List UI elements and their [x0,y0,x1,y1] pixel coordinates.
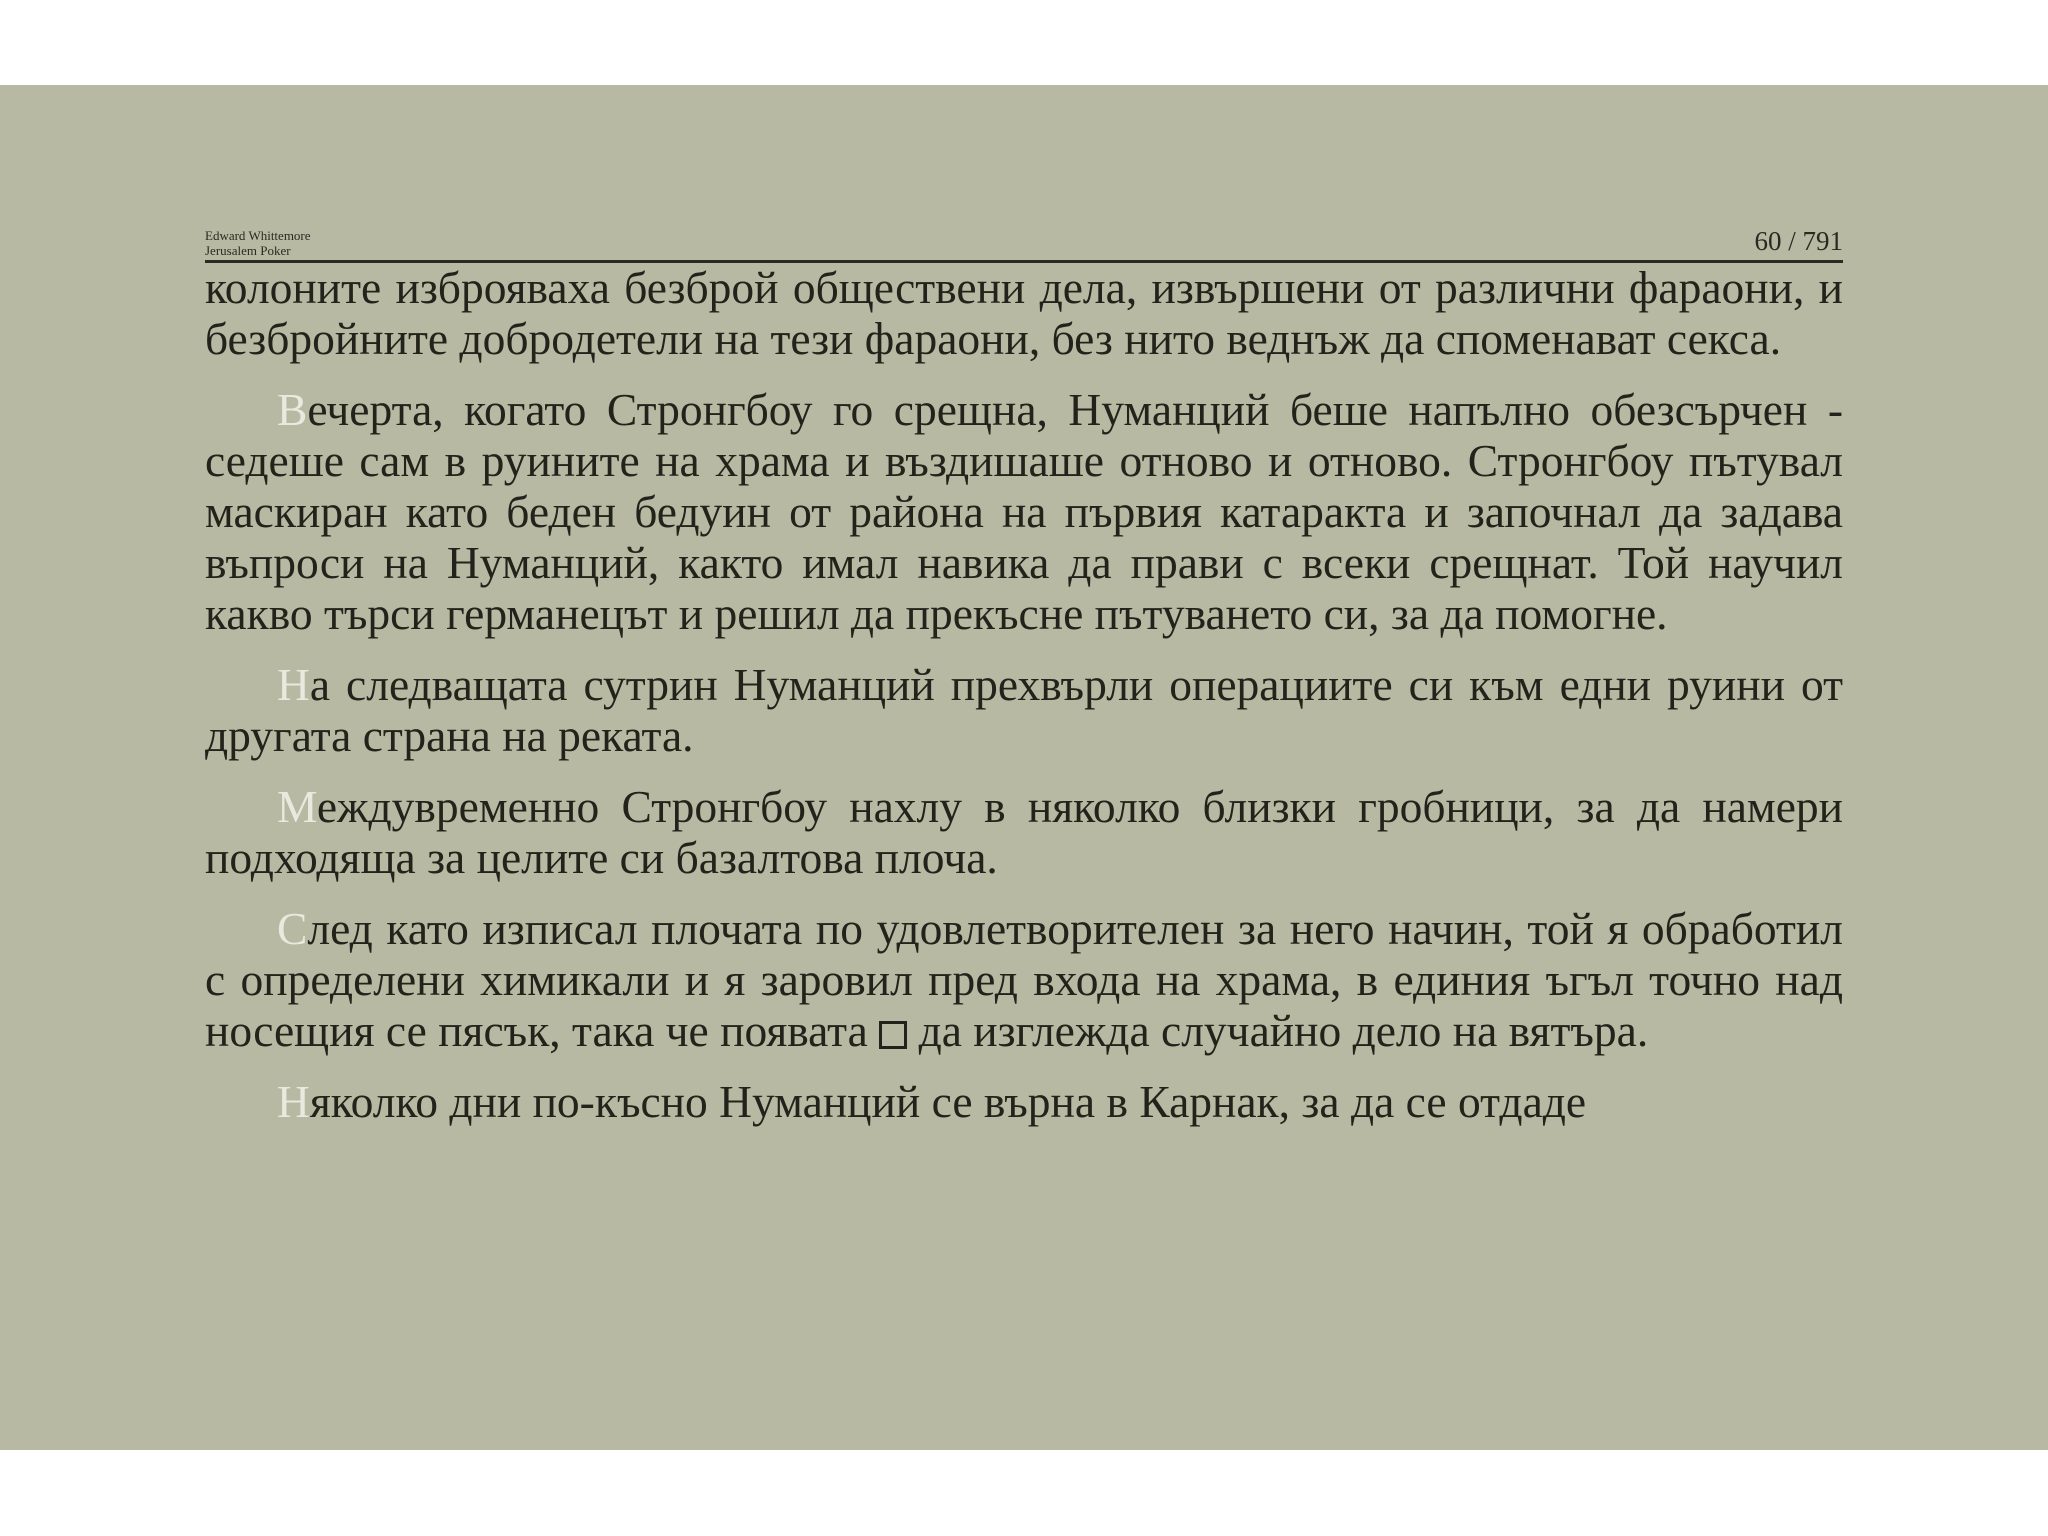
paragraph-text: ечерта, когато Стронгбоу го срещна, Нуманций беше напълно обезсърчен - седеше сам в руините на храма и въздишаше отново и отново. Стронгбоу пътувал маскиран като беден бедуин от района на първия катаракта и започнал да задава въпроси на Нуманций, както имал навика да прави с всеки срещнат. Той научил какво търси германецът и решил да прекъсне пътуването си, за да помогне. [205,384,1843,639]
book-text [205,262,1843,1147]
paragraph-text: лед като изписал плочата по удовлетворителен за него начин, той я обработил с определени химикали и я заровил пред входа на храма, в единия ъгъл точно над носещия се пясък, така че появата [205,903,1843,1056]
paragraph-text: еждувременно Стронгбоу нахлу в няколко близки гробници, за да намери подходяща за целите си базалтова плоча. [205,781,1843,883]
paragraph-text: яколко дни по-късно Нуманций се върна в Карнак, за да се отдаде [309,1076,1587,1127]
drop-initial: С [277,903,308,954]
drop-initial: В [277,384,308,435]
missing-glyph-box-icon [879,1021,907,1049]
paragraph-text: колоните изброяваха безброй обществени дела, извършени от различни фараони, и безбройните добродетели на тези фараони, без нито веднъж да споменават секса. [205,262,1843,364]
paragraph-text: да изглежда случайно дело на вятъра. [918,1005,1649,1056]
page-header [205,136,1843,263]
paragraph [205,781,1843,883]
drop-initial: М [277,781,317,832]
page-number: 60 / 791 [1754,226,1843,256]
paragraph-text: а следващата сутрин Нуманций прехвърли операциите си към едни руини от другата страна на реката. [205,659,1843,761]
drop-initial: Н [277,1076,310,1127]
paragraph [205,1076,1843,1127]
paragraph [205,384,1843,639]
paragraph [205,262,1843,364]
paragraph [205,659,1843,761]
drop-initial: Н [277,659,310,710]
paragraph [205,903,1843,1056]
book-title: Jerusalem Poker [205,243,291,258]
author-name: Edward Whittemore [205,228,311,243]
